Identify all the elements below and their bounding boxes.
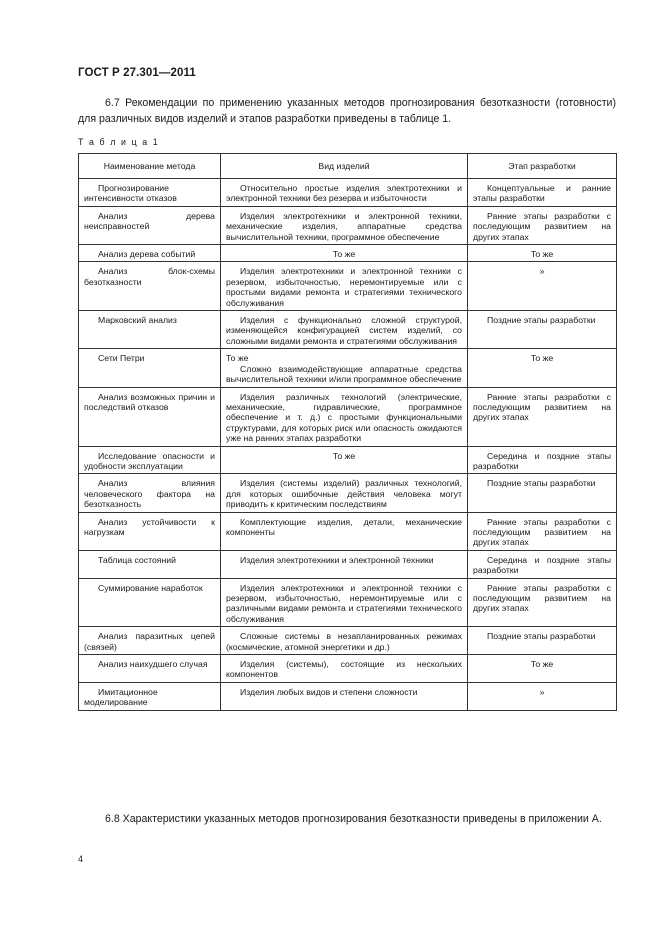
- method-cell: Анализ блок-схемы безотказности: [79, 262, 221, 311]
- products-cell: Относительно простые изделия электротехники и электронной техники без резерва и избыточности: [221, 179, 468, 207]
- table-row: [79, 206, 617, 244]
- products-cell: Изделия электротехники и электронной техники с резервом, избыточностью, неремонтируемые или с различными видами ремонта и стратегиями технического обслуживания: [221, 578, 468, 627]
- products-cell: Изделия электротехники и электронной техники: [221, 550, 468, 578]
- stage-cell: Концептуальные и ранние этапы разработки: [468, 179, 617, 207]
- table-row: [79, 262, 617, 311]
- header-products: Вид изделий: [221, 154, 468, 179]
- method-cell: Суммирование наработок: [79, 578, 221, 627]
- stage-cell: »: [468, 682, 617, 710]
- paragraph-6-7: 6.7 Рекомендации по применению указанных методов прогнозирования безотказности (готовности) для различных видов изделий и этапов разработки приведены в таблице 1.: [78, 97, 616, 125]
- stage-cell: Ранние этапы разработки с последующим развитием на других этапах: [468, 578, 617, 627]
- table-row: [79, 474, 617, 512]
- stage-cell: »: [468, 262, 617, 311]
- table-row: [79, 446, 617, 474]
- products-line-same: То же: [226, 353, 249, 364]
- stage-cell: Поздние этапы разработки: [468, 311, 617, 349]
- document-header: ГОСТ Р 27.301—2011: [78, 67, 196, 79]
- table-row: [79, 245, 617, 262]
- products-cell: Изделия (системы), состоящие из нескольких компонентов: [221, 655, 468, 683]
- page-number: 4: [78, 854, 84, 864]
- method-cell: Исследование опасности и удобности эксплуатации: [79, 446, 221, 474]
- method-cell: Прогнозирование интенсивности отказов: [79, 179, 221, 207]
- table-row: [79, 655, 617, 683]
- products-cell: Изделия электротехники и электронной техники, механические изделия, аппаратные средства вычислительной техники, программное обеспечение: [221, 206, 468, 244]
- header-method: Наименование метода: [79, 154, 221, 179]
- products-cell: Комплектующие изделия, детали, механические компоненты: [221, 512, 468, 550]
- table-row: [79, 349, 617, 387]
- table-row: [79, 627, 617, 655]
- stage-cell: То же: [468, 245, 617, 262]
- method-cell: Анализ дерева неисправностей: [79, 206, 221, 244]
- table-caption: Т а б л и ц а 1: [78, 137, 160, 147]
- table-row: [79, 550, 617, 578]
- method-cell: Анализ паразитных цепей (связей): [79, 627, 221, 655]
- products-cell: Сложные системы в незапланированных режимах (космические, атомной энергетики и др.): [221, 627, 468, 655]
- method-cell: Имитационное моделирование: [79, 682, 221, 710]
- method-cell: Анализ наихудшего случая: [79, 655, 221, 683]
- table-row: [79, 311, 617, 349]
- stage-cell: Ранние этапы разработки с последующим развитием на других этапах: [468, 206, 617, 244]
- stage-cell: Середина и поздние этапы разработки: [468, 550, 617, 578]
- stage-cell: Поздние этапы разработки: [468, 474, 617, 512]
- products-cell: То же: [221, 245, 468, 262]
- method-cell: Таблица состояний: [79, 550, 221, 578]
- products-cell: Изделия электротехники и электронной техники с резервом, избыточностью, неремонтируемые или с простыми видами ремонта и стратегиями технического обслуживания: [221, 262, 468, 311]
- stage-cell: То же: [468, 349, 617, 387]
- products-cell: Изделия (системы изделий) различных технологий, для которых ошибочные действия человека могут приводить к критическим последствиям: [221, 474, 468, 512]
- method-cell: Анализ дерева событий: [79, 245, 221, 262]
- products-cell: Изделия различных технологий (электрические, механические, гидравлические, программное обеспечение и т. д.) с простыми функциональными структурами, для которых риск или опасность ожидаются уже на ранних этапах разработки: [221, 387, 468, 446]
- method-cell: Анализ возможных причин и последствий отказов: [79, 387, 221, 446]
- paragraph-6-8: 6.8 Характеристики указанных методов прогнозирования безотказности приведены в приложении А.: [105, 813, 602, 825]
- products-cell: [221, 349, 468, 387]
- table-row: [79, 512, 617, 550]
- stage-cell: Середина и поздние этапы разработки: [468, 446, 617, 474]
- method-cell: Анализ устойчивости к нагрузкам: [79, 512, 221, 550]
- table-row: [79, 179, 617, 207]
- products-line-detail: Сложно взаимодействующие аппаратные средства вычислительной техники и/или программное обеспечение: [226, 363, 462, 385]
- method-cell: Анализ влияния человеческого фактора на безотказность: [79, 474, 221, 512]
- header-stage: Этап разработки: [468, 154, 617, 179]
- stage-cell: Поздние этапы разработки: [468, 627, 617, 655]
- stage-cell: Ранние этапы разработки с последующим развитием на других этапах: [468, 512, 617, 550]
- table-row: [79, 578, 617, 627]
- products-cell: Изделия с функционально сложной структурой, изменяющейся конфигурацией систем изделий, со сложными видами ремонта и стратегиями обслуживания: [221, 311, 468, 349]
- methods-table: [78, 153, 617, 711]
- method-cell: Марковский анализ: [79, 311, 221, 349]
- table-row: [79, 387, 617, 446]
- stage-cell: То же: [468, 655, 617, 683]
- table-header-row: [79, 154, 617, 179]
- products-cell: Изделия любых видов и степени сложности: [221, 682, 468, 710]
- method-cell: Сети Петри: [79, 349, 221, 387]
- products-cell: То же: [221, 446, 468, 474]
- stage-cell: Ранние этапы разработки с последующим развитием на других этапах: [468, 387, 617, 446]
- table-row: [79, 682, 617, 710]
